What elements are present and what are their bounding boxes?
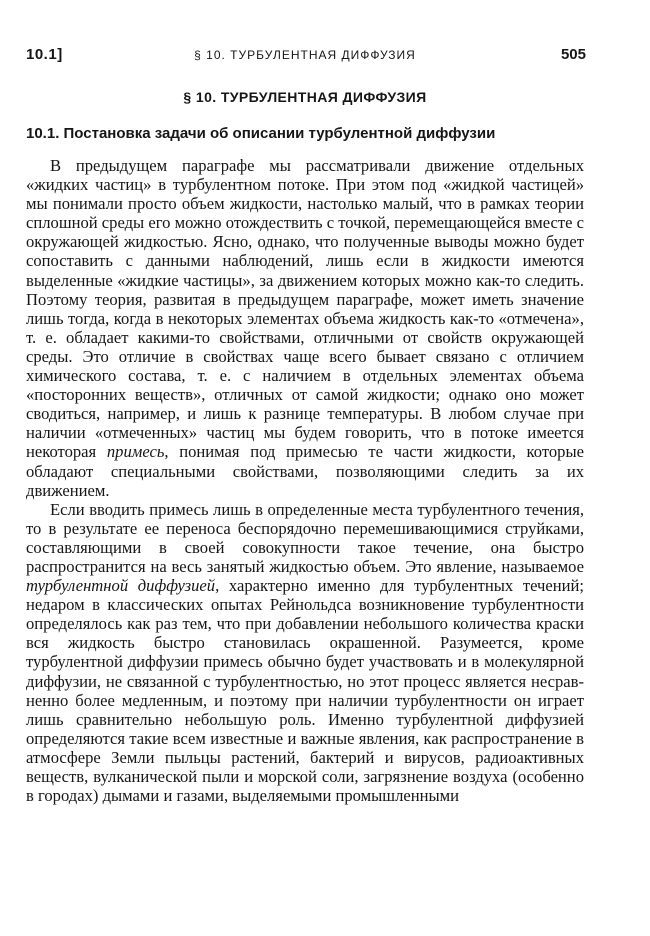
running-header — [24, 46, 586, 66]
header-chapter-title: § 10. ТУРБУЛЕНТНАЯ ДИФФУЗИЯ — [194, 48, 416, 62]
header-section-ref: 10.1] — [26, 46, 63, 63]
body-text — [26, 156, 584, 805]
paragraph-1 — [26, 156, 584, 500]
book-page — [24, 0, 586, 936]
page-number: 505 — [560, 46, 586, 63]
paragraph-2-text-end: , характерно именно для турбулентных течений; недаром в классических опытах Рейнольдса возникновение турбулентности определялось как раз тем, что при добавлении небольшого количества краски вся жидкость быстро становилась окрашенной. Разумеется, кроме турбулентной диффузии примесь обычно будет участвовать и в молекулярной диффузии, не связанной с турбулентностью, но этот процесс является несравненно более медленным, и поэтому при наличии турбулентности он играет лишь сравнительно небольшую роль. Именно турбулентной диффузией определяются такие всем известные и важные явления, как распространение в атмосфере Земли пыльцы растений, бактерий и вирусов, радиоактивных веществ, вулканической пыли и морской соли, загрязнение воздуха (особенно в городах) дымами и газами, выделяемыми промышленными — [26, 576, 584, 806]
term-primes: примесь — [106, 442, 165, 462]
subsection-title: 10.1. Постановка задачи об описании турбулентной диффузии — [26, 125, 496, 142]
section-title: § 10. ТУРБУЛЕНТНАЯ ДИФФУЗИЯ — [183, 89, 427, 105]
paragraph-2-text-start: Если вводить примесь лишь в определенные места турбулентного течения, то в результате ее переноса беспорядочно перемешивающимися струйками, составляющими в своей совокупности такое течение, она быстро распространится на весь занятый жидкостью объем. Это явление, называемое — [26, 499, 584, 576]
term-turbulent-diffusion: турбулентной диффузией — [26, 576, 216, 596]
paragraph-1-text-end: , понимая под примесью те части жидкости, которые обладают специальными свойствами, позволяющими следить за их движением. — [26, 442, 584, 500]
paragraph-2 — [26, 500, 584, 806]
paragraph-1-text-start: В предыдущем параграфе мы рассматривали движение отдельных «жидких частиц» в турбулентном потоке. При этом под «жидкой частицей» мы понимали просто объем жидкости, настолько малый, что в рамках теории сплошной среды его можно отождествить с точкой, перемещающейся вместе с окружающей жидкостью. Ясно, однако, что полученные выводы можно будет сопоставить с данными наблюдений, лишь если в жидкости имеются выделенные «жидкие частицы», за движением которых можно как-то следить. Поэтому теория, развитая в предыдущем параграфе, может иметь значение лишь тогда, когда в некоторых элементах объема жидкость как-то «отмечена», т. е. обладает какими-то свойствами, отличными от свойств окружающей среды. Это отличие в свойствах чаще всего бывает связано с отличием химического состава, т. е. с наличием в отдельных элементах объема «посторонних веществ», отличных от самой жидкости; однако оно может сводиться, например, и лишь к разнице температуры. В любом случае при наличии «отмеченных» частиц мы будем говорить, что в потоке имеется некоторая — [26, 156, 584, 462]
